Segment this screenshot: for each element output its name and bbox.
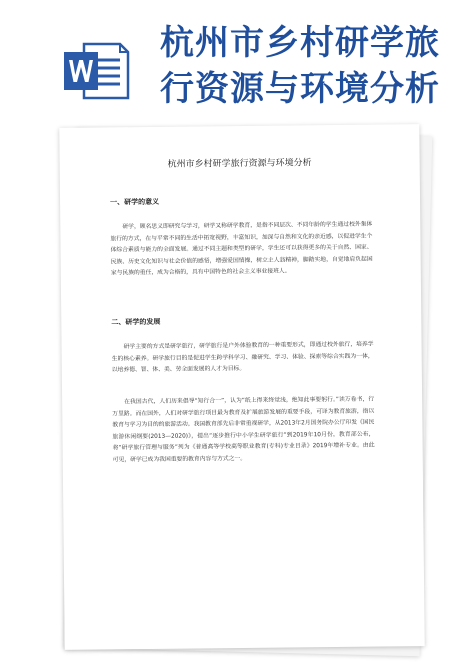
- section-heading: 一、研学的意义: [110, 197, 160, 207]
- banner-title: 杭州市乡村研学旅行资源与环境分析: [160, 23, 440, 109]
- paragraph: 研学主要的方式是研学旅行，研学旅行是户外体验教育的一种重要形式，即通过校外旅行，培养学生的核心素养。研学旅行目的是促进学生跨学科学习、融研究、学习、体验、探索等综合实践为一体，以培养德、智、体、美、劳全面发展的人才为目标。: [111, 341, 374, 374]
- section-heading: 二、研学的发展: [111, 317, 161, 327]
- document-page: [59, 124, 424, 650]
- document-title: 杭州市乡村研学旅行资源与环境分析: [167, 158, 312, 170]
- document-preview: [62, 126, 432, 654]
- word-document-icon: [62, 40, 130, 102]
- paragraph: 研学，顾名思义即研究与学习，研学又称研学教育，是指不同层次、不同年龄的学生通过校外集体旅行的方式，在与平常不同的生活中拓宽视野，丰富知识，加深与自然和文化的亲近感，以促进学生个体综合素质与能力的全面发展。通过不同主题和类型的研学，学生还可以获得更多的关于自然、国家、民族、历史文化知识与社会价值的感悟，增强爱国情操，树立主人翁精神，脚踏实地，自觉地肩负起国家与民族的重任，成为合格的，具有中国特色的社会主义事业接班人。: [110, 221, 373, 277]
- banner: [0, 0, 474, 120]
- paragraph: 在我国古代，人们历来倡导“知行合一”，认为“纸上得来终觉浅，绝知此事要躬行。”读万卷书，行万里路。而在国外，人们对研学旅行项目最为教育及扩展旅游发展的重要手段，可译为教育旅游，指以教育与学习为目的的旅游活动。我国教育部先后非常重视研学，从2013年2月国务院办公厅印发《国民旅游休闲纲要(2013—2020)》，提出“逐步推行中小学生研学旅行”到2019年10月份，教育部公布，将“研学旅行管理与服务”列为《普通高等学校高等职业教育(专科)专业目录》2019年增补专业。由此可见，研学已成为我国重要的教育内容与方式之一。: [112, 396, 375, 464]
